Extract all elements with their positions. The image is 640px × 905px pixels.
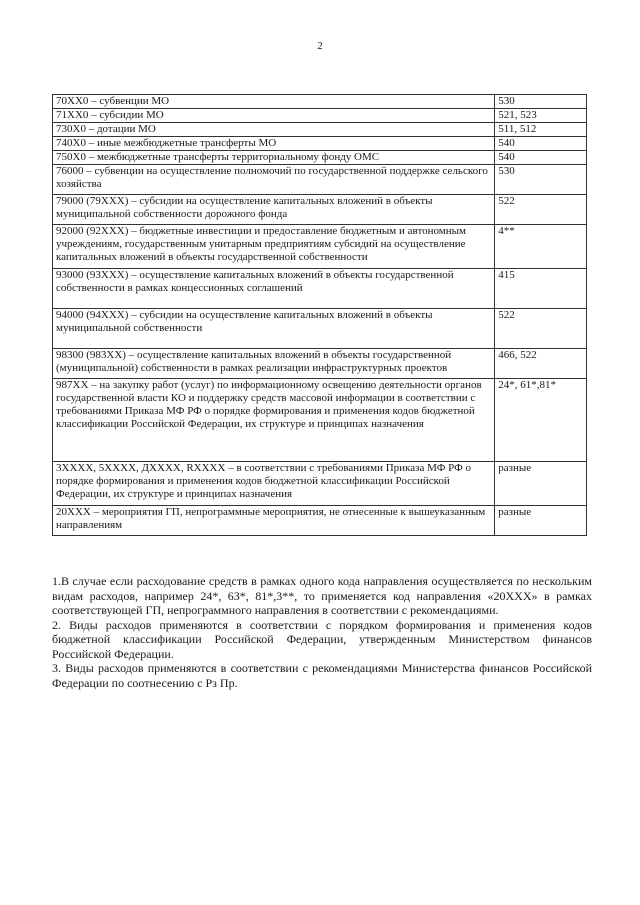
direction-name-cell: 92000 (92ХХХ) – бюджетные инвестиции и предоставление бюджетным и автономным учреждениям, государственным унитарным предприятиям субсидий на осуществление капитальных вложений в объекты государственной собственности	[53, 225, 495, 269]
table-row	[53, 195, 587, 225]
note-1: 1.В случае если расходование средств в рамках одного кода направления осуществляется по нескольким видам расходов, например 24*, 63*, 81*,3**, то применяется код направления «20ХХХ» в рамках соответствующей ГП, непрограммного направления в соответствии с рекомендациями.	[52, 574, 592, 617]
table-row	[53, 109, 587, 123]
expense-type-code-cell: 540	[495, 137, 587, 151]
direction-name-cell: 740Х0 – иные межбюджетные трансферты МО	[53, 137, 495, 151]
expense-type-code-cell: 24*, 61*,81*	[495, 379, 587, 462]
expense-type-code-cell: 415	[495, 269, 587, 309]
note-3: 3. Виды расходов применяются в соответствии с рекомендациями Министерства финансов Российской Федерации по соотнесению с Рз Пр.	[52, 661, 592, 690]
table-row	[53, 379, 587, 462]
direction-name-cell: 76000 – субвенции на осуществление полномочий по государственной поддержке сельского хозяйства	[53, 165, 495, 195]
table-row	[53, 137, 587, 151]
table-row	[53, 269, 587, 309]
table-row	[53, 309, 587, 349]
table-row	[53, 95, 587, 109]
expense-type-code-cell: 522	[495, 309, 587, 349]
expense-type-code-cell: разные	[495, 462, 587, 506]
direction-name-cell: 93000 (93ХХХ) – осуществление капитальных вложений в объекты государственной собственности в рамках концессионных соглашений	[53, 269, 495, 309]
page-number: 2	[317, 40, 323, 52]
direction-name-cell: 98300 (983ХХ) – осуществление капитальных вложений в объекты государственной (муниципальной) собственности в рамках реализации инфраструктурных проектов	[53, 349, 495, 379]
expense-type-code-cell: 540	[495, 151, 587, 165]
table-row	[53, 165, 587, 195]
direction-name-cell: 71ХХ0 – субсидии МО	[53, 109, 495, 123]
expense-type-code-cell: 530	[495, 95, 587, 109]
table-row	[53, 349, 587, 379]
expense-type-code-cell: 521, 523	[495, 109, 587, 123]
direction-name-cell: 20ХХХ – мероприятия ГП, непрограммные мероприятия, не отнесенные к вышеуказанным направлениям	[53, 506, 495, 536]
table-row	[53, 225, 587, 269]
expense-type-code-cell: 530	[495, 165, 587, 195]
direction-name-cell: 94000 (94ХХХ) – субсидии на осуществление капитальных вложений в объекты муниципальной собственности	[53, 309, 495, 349]
direction-name-cell: 750Х0 – межбюджетные трансферты территориальному фонду ОМС	[53, 151, 495, 165]
notes-section	[52, 574, 592, 690]
table-row	[53, 151, 587, 165]
note-2: 2. Виды расходов применяются в соответствии с порядком формирования и применения кодов бюджетной классификации Российской Федерации, утвержденным Министерством финансов Российской Федерации.	[52, 617, 592, 661]
expense-type-code-cell: 522	[495, 195, 587, 225]
direction-name-cell: 730Х0 – дотации МО	[53, 123, 495, 137]
direction-name-cell: 70ХХ0 – субвенции МО	[53, 95, 495, 109]
direction-name-cell: 3ХХХХ, 5ХХХХ, ДХХХХ, RХХХХ – в соответствии с требованиями Приказа МФ РФ о порядке формирования и применения кодов бюджетной классификации Российской Федерации, их структуре и принципах назначения	[53, 462, 495, 506]
expense-type-code-cell: 511, 512	[495, 123, 587, 137]
direction-name-cell: 79000 (79ХХХ) – субсидии на осуществление капитальных вложений в объекты муниципальной собственности дорожного фонда	[53, 195, 495, 225]
table-row	[53, 123, 587, 137]
direction-codes-table	[52, 94, 587, 536]
table-row	[53, 462, 587, 506]
direction-name-cell: 987ХХ – на закупку работ (услуг) по информационному освещению деятельности органов государственной власти КО и поддержку средств массовой информации в соответствии с требованиями Приказа МФ РФ о порядке формирования и применения кодов бюджетной классификации Российской Федерации, их структуре и принципах назначения	[53, 379, 495, 462]
expense-type-code-cell: 4**	[495, 225, 587, 269]
expense-type-code-cell: разные	[495, 506, 587, 536]
table-row	[53, 506, 587, 536]
expense-type-code-cell: 466, 522	[495, 349, 587, 379]
